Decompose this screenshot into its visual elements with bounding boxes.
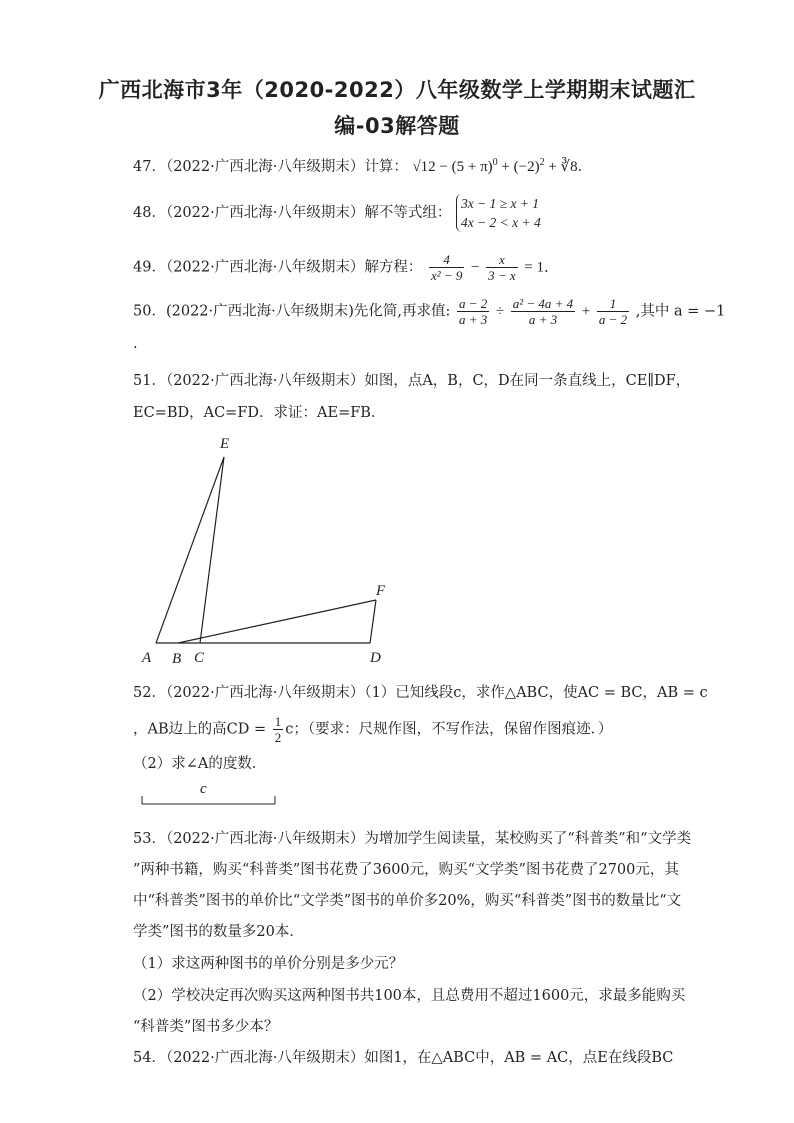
question-53-line-7: “科普类”图书多少本？ [133, 1019, 279, 1035]
question-50: 50．(2022·广西北海·八年级期末)先化简,再求值: $\frac{a - 2}{a + 3}$ ÷ $\frac{\text{a² − 4a + 4}}{a + 3}$ + $\frac{1}{a - 2}$ ,其中 a = −1 [133, 296, 726, 327]
label-A: A [142, 650, 152, 666]
title-line-2: 编-03解答题 [334, 114, 460, 138]
fraction-49-2: $\frac{x}{3 - x}$ [488, 252, 516, 283]
question-53-line-5: （1）求这两种图书的单价分别是多少元？ [133, 956, 404, 972]
title-line-1: 广西北海市3年（2020-2022）八年级数学上学期期末试题汇 [98, 78, 696, 102]
question-53-line-2: ”两种书籍，购买“科普类”图书花费了3600元，购买“文学类”图书花费了2700元，其 [133, 862, 679, 878]
question-51-line-1: 51．（2022·广西北海·八年级期末）如图，点A，B，C，D在同一条直线上，CE∥DF， [133, 373, 691, 389]
fraction-49-1: $\frac{4}{\text{x² − 9}}$ [430, 252, 463, 283]
question-53-line-4: 学类”图书的数量多20本． [133, 924, 304, 940]
segment-CE [200, 457, 224, 643]
label-C: C [194, 650, 205, 666]
question-47: 47．（2022·广西北海·八年级期末）计算： $√12 - (5 + \pi)^0 + (-2)^2$ + ∛8． [133, 157, 593, 175]
question-50-end: . [133, 336, 138, 352]
fraction-50-1: $\frac{a - 2}{a + 3}$ [459, 296, 488, 327]
label-B: B [172, 651, 182, 667]
inequality-system: 3x − 1 ≥ x + 1 4x − 2 < x + 4 [456, 194, 541, 232]
label-E: E [220, 436, 230, 452]
question-49: 49．（2022·广西北海·八年级期末）解方程： $\frac{4}{\text{x² − 9}}$ − $\frac{x}{3 - x}$ = 1． [133, 252, 559, 283]
fraction-50-2: $\frac{\text{a² − 4a + 4}}{a + 3}$ [512, 296, 574, 327]
segment-c-figure [138, 780, 283, 810]
question-53-line-3: 中“科普类”图书的单价比“文学类”图书的单价多20%，购买“科普类”图书的数量比“文 [133, 893, 682, 909]
question-53-line-1: 53．（2022·广西北海·八年级期末）为增加学生阅读量，某校购买了“科普类”和“文学类 [133, 831, 692, 847]
segment-BF [178, 600, 376, 643]
question-52-line-3: （2）求∠A的度数． [133, 756, 267, 772]
segment-DF [370, 600, 376, 643]
expression-47: $√12 - (5 + \pi)^0 + (-2)^2$ + ∛8 [412, 157, 578, 175]
figure-51 [130, 430, 400, 670]
label-c: c [200, 781, 207, 797]
question-48: 48．（2022·广西北海·八年级期末）解不等式组： 3x − 1 ≥ x + 1 4x − 2 < x + 4 [133, 196, 541, 230]
question-54-line-1: 54．（2022·广西北海·八年级期末）如图1，在△ABC中，AB = AC，点E在线段BC [133, 1050, 674, 1066]
label-F: F [376, 583, 386, 599]
question-52-line-1: 52．（2022·广西北海·八年级期末）（1）已知线段c，求作△ABC，使AC = BC，AB = c [133, 685, 708, 701]
fraction-50-3: $\frac{1}{a - 2}$ [598, 296, 628, 327]
fraction-half: $\frac{1}{2}$ [274, 714, 282, 745]
segment-AE [156, 457, 224, 643]
label-D: D [370, 650, 381, 666]
question-51-line-2: EC=BD，AC=FD．求证：AE=FB． [133, 405, 386, 421]
question-52-line-2: ，AB边上的高CD = $\frac{1}{2}$ c；（要求：尺规作图，不写作法，保留作图痕迹．） [133, 714, 613, 745]
question-53-line-6: （2）学校决定再次购买这两种图书共100本，且总费用不超过1600元，求最多能购买 [133, 988, 686, 1004]
